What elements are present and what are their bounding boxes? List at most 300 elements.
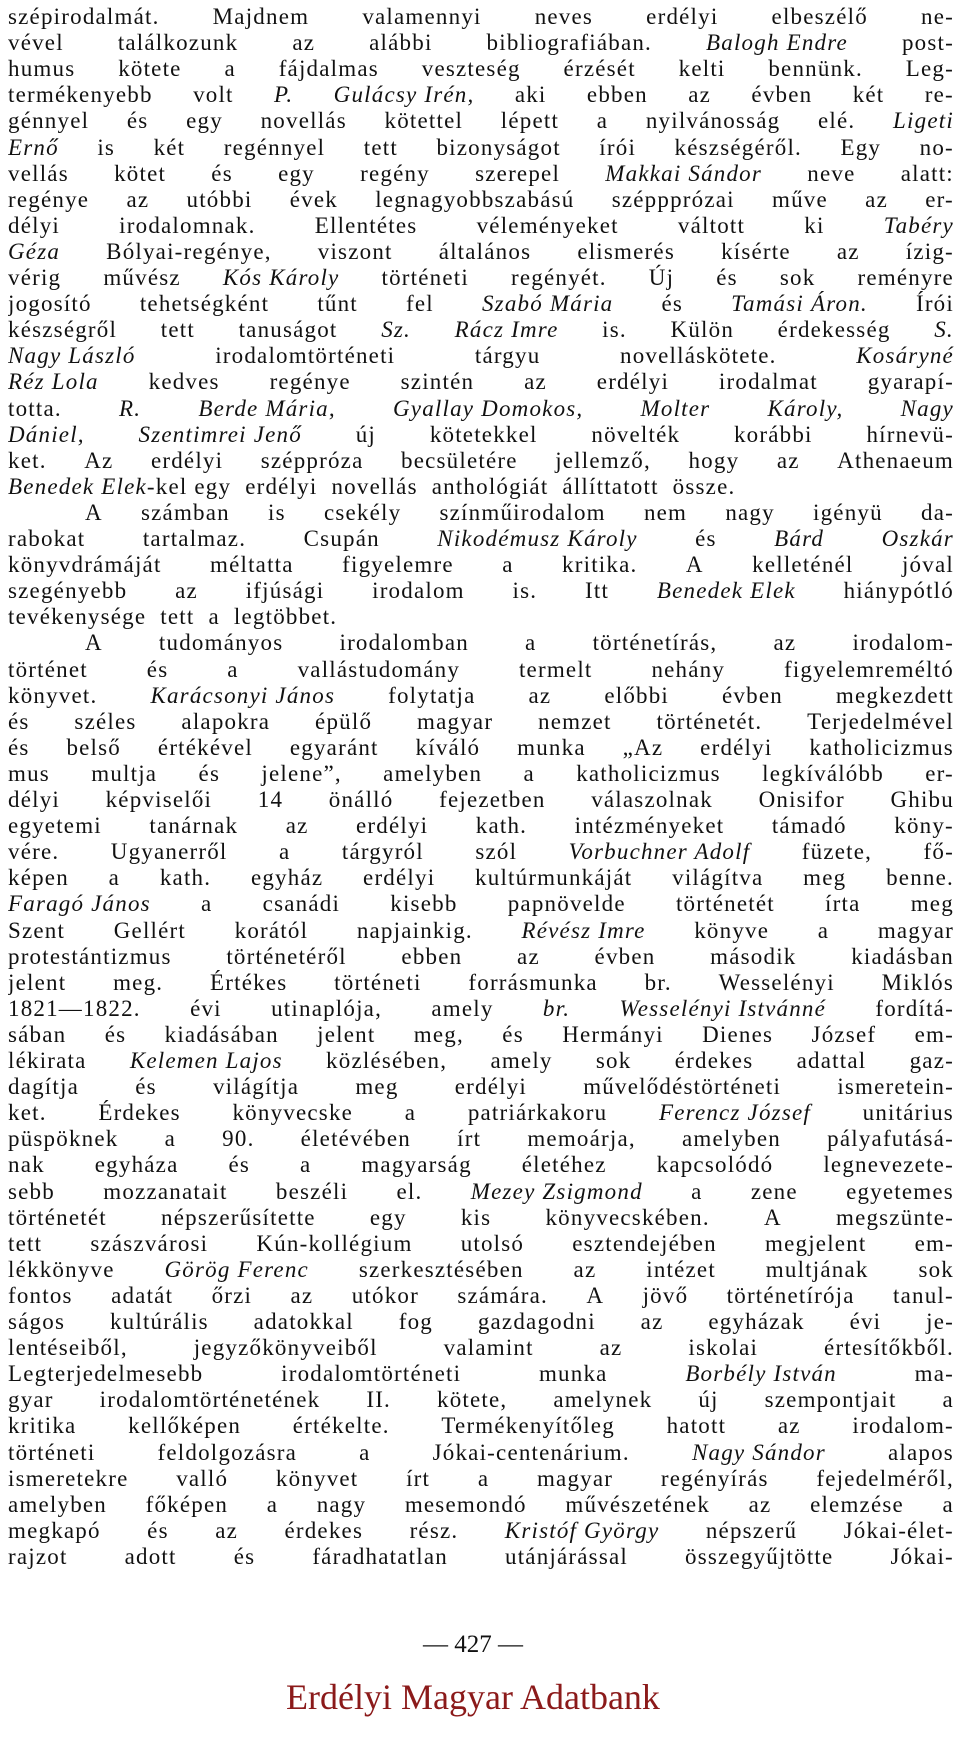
word: legkíválóbb [762, 760, 884, 786]
italic-name: Nagy [900, 395, 954, 421]
word: Athenaeum [837, 447, 954, 473]
word: szempontjait [764, 1387, 897, 1413]
word: termelt [518, 656, 593, 682]
word: történetéről [226, 943, 347, 969]
italic-name: Görög Ferenc [164, 1256, 309, 1282]
word: intézményeket [574, 813, 725, 839]
word: em- [914, 1230, 954, 1256]
text-line [8, 289, 954, 318]
word: történetírás, [592, 630, 718, 656]
word: a [201, 891, 213, 917]
word: Bólyai-regénye, [106, 238, 272, 264]
word: írói [599, 134, 637, 160]
word: az [773, 630, 797, 656]
word: megjelent [765, 1230, 867, 1256]
word: évi [190, 995, 222, 1021]
word: erdélyi [150, 447, 224, 473]
text-line [8, 628, 954, 657]
word: egy [369, 1204, 407, 1230]
text-line [8, 54, 954, 83]
italic-name: Ferencz József [658, 1100, 811, 1126]
word: hiánypótló [843, 578, 954, 604]
text-line [8, 1203, 954, 1232]
word: őrzi [211, 1282, 253, 1308]
italic-name: S. [934, 317, 954, 343]
italic-name: Oszkár [881, 526, 954, 551]
word: füzete, [801, 839, 873, 865]
word: alábbi [369, 30, 433, 56]
word: főképen [145, 1491, 229, 1517]
word: termékenyebb [8, 82, 153, 108]
word: utánjárással [505, 1543, 628, 1569]
word: fordítá- [875, 995, 954, 1021]
word: lépett [500, 108, 560, 134]
word: Értékes [210, 969, 288, 995]
word: adatokkal [253, 1309, 354, 1334]
word: kötete, [437, 1387, 508, 1413]
italic-name: Borbély István [685, 1361, 837, 1387]
word: adattal [796, 1048, 867, 1073]
word: érdekes [674, 1048, 754, 1073]
word: életévében [300, 1126, 411, 1152]
italic-name: Rácz Imre [454, 317, 559, 343]
word: egyházak [708, 1309, 805, 1334]
word: az [517, 943, 540, 969]
watermark-brand: Erdélyi Magyar Adatbank [286, 1677, 660, 1717]
word: kritika [8, 1413, 77, 1439]
italic-name: Tabéry [883, 212, 954, 238]
italic-name: Kelemen Lajos [129, 1048, 283, 1073]
word: erdélyi [245, 473, 318, 499]
word: mozzanatait [103, 1178, 228, 1204]
word: a [266, 1491, 279, 1517]
word: állíttatott [562, 473, 659, 499]
word: írt [406, 1465, 431, 1491]
italic-name: Ernő [8, 134, 59, 160]
word: Miklós [881, 969, 954, 995]
word: és [126, 108, 149, 134]
word: bennünk. [768, 56, 863, 82]
word: világítva [672, 865, 764, 891]
word: utókor [351, 1282, 419, 1308]
word: hatott [666, 1413, 727, 1439]
word: az [836, 238, 860, 264]
word: tehetségként [139, 291, 270, 317]
word: Az [84, 447, 114, 473]
word: fáradhatatlan [312, 1543, 448, 1569]
text-line [8, 446, 954, 475]
word: lentéseiből, [8, 1335, 128, 1361]
word: valló [176, 1465, 229, 1491]
word: pályafutásá- [827, 1126, 954, 1152]
word: dagítja [8, 1074, 79, 1100]
word: post- [901, 30, 954, 56]
text-line [8, 420, 954, 449]
word: történetét [675, 891, 775, 917]
word: gaz- [909, 1048, 954, 1073]
word: Dienes [702, 1021, 774, 1047]
word: A [85, 630, 103, 656]
word: irodalomtörténeti [215, 343, 396, 369]
word: a [208, 604, 220, 630]
word: amelynek [553, 1387, 653, 1413]
text-line [8, 916, 954, 945]
word: memoárja, [527, 1126, 636, 1152]
word: a [108, 865, 121, 891]
word: Leg- [905, 56, 954, 82]
text-line [8, 602, 954, 631]
word: erdélyi [454, 1074, 528, 1100]
word: Terjedelmével [807, 708, 954, 734]
word: ebben [586, 82, 648, 108]
word: megszünte- [835, 1204, 954, 1230]
word: totta. [8, 395, 62, 421]
word: regényét. [511, 265, 607, 290]
word: könyvecske [232, 1100, 354, 1126]
italic-name: Réz Lola [8, 369, 99, 395]
word: egyháza [94, 1152, 179, 1178]
word: készségéről. [674, 134, 802, 160]
word: köny- [894, 813, 954, 839]
word: előbbi [604, 682, 670, 708]
word: legnagyobbszabású [375, 186, 575, 212]
italic-name: Nagy Sándor [691, 1439, 826, 1465]
word: irodalomtörténetének [99, 1387, 321, 1413]
word: gazdagodni [477, 1309, 596, 1334]
word: színműirodalom [439, 499, 606, 525]
word: a [404, 1100, 417, 1126]
italic-name: Kós Károly [222, 265, 340, 290]
word: meg, [413, 1021, 464, 1047]
word: folytatja [388, 682, 476, 708]
word: két [852, 82, 885, 108]
word: er- [925, 760, 954, 786]
text-line [8, 994, 954, 1023]
word: ne- [921, 4, 954, 29]
word: történetét [8, 1204, 107, 1230]
text-line [8, 106, 954, 135]
word: A [685, 552, 704, 578]
word: és [228, 1152, 251, 1178]
word: szól [475, 839, 518, 865]
word: kelti [678, 56, 726, 82]
word: nagy [725, 499, 775, 525]
word: nagy [316, 1491, 367, 1517]
word: az [640, 1309, 664, 1334]
word: kiadásában [164, 1021, 279, 1047]
text-line [8, 2, 954, 31]
word: és [233, 1543, 256, 1569]
italic-name: Benedek Elek [656, 578, 796, 604]
word: Egy [840, 134, 882, 160]
word: Majdnem [212, 4, 310, 29]
word: méltatta [210, 552, 294, 578]
word: lékkönyve [8, 1256, 115, 1282]
italic-name: Nikodémusz Károly [437, 526, 638, 551]
word: Jókai-élet- [843, 1517, 954, 1543]
word: regénye [269, 369, 351, 395]
word: ifjúsági [245, 578, 325, 604]
word: tanuságot [238, 317, 338, 343]
text-line [8, 472, 954, 501]
word: válaszolnak [591, 787, 713, 812]
word: kötetekkel [429, 421, 538, 447]
text-line [8, 263, 954, 292]
word: protestántizmus [8, 943, 172, 969]
word: széppprózai [611, 186, 735, 212]
word: vérig [8, 265, 62, 290]
word: számban [140, 499, 230, 525]
text-line [8, 785, 954, 814]
word: jelene”, [261, 760, 342, 786]
word: Jókai- [890, 1543, 954, 1569]
word: amely [431, 995, 494, 1021]
word: az [524, 369, 547, 395]
word: becsületére [401, 447, 518, 473]
word: a [299, 1152, 312, 1178]
word: az [865, 186, 888, 212]
word: népszerűsítette [161, 1204, 316, 1230]
word: novellás [331, 473, 418, 499]
word: 14 [257, 787, 284, 812]
italic-name: Sz. [381, 317, 411, 343]
word: a [523, 760, 535, 786]
word: sok [595, 1048, 632, 1073]
word: humus [8, 56, 76, 82]
word: munka [517, 734, 586, 760]
word: egy [278, 160, 315, 186]
word: is. [512, 578, 538, 604]
word: kellőképen [128, 1413, 242, 1439]
word: képen [8, 865, 69, 891]
word: ki [804, 212, 825, 238]
word: a [224, 56, 236, 82]
word: jövő [642, 1282, 689, 1308]
text-line [8, 1385, 954, 1414]
word: nemzet [538, 708, 612, 734]
word: a [942, 1491, 954, 1517]
word: értékelte. [292, 1413, 390, 1439]
word: Ellentétes [314, 212, 418, 238]
word: kisebb [390, 891, 458, 917]
word: kiadásban [851, 943, 954, 969]
text-line [8, 1124, 954, 1153]
word: és [695, 526, 717, 551]
word: ismeretekre [8, 1465, 129, 1491]
text-line [8, 1333, 954, 1362]
word: tanárnak [149, 813, 239, 839]
word: mus [8, 760, 50, 786]
word: Wesselényi [718, 969, 835, 995]
word: egyház [250, 865, 324, 891]
word: ismeretein- [837, 1074, 954, 1100]
word: kis [460, 1204, 492, 1230]
text-line [8, 1072, 954, 1101]
word: utolsó [460, 1230, 525, 1256]
word: műve [772, 186, 828, 212]
word: amely [490, 1048, 553, 1073]
italic-name: R. [119, 395, 142, 421]
word: nak [8, 1152, 45, 1178]
word: irodalomtörténeti [281, 1361, 462, 1387]
italic-name: Kosáryné [856, 343, 954, 369]
word: alapos [888, 1439, 954, 1465]
word: József [811, 1021, 877, 1047]
word: könyvdrámáját [8, 552, 162, 578]
word: írt [457, 1126, 482, 1152]
word: és [8, 708, 30, 734]
text-line [8, 1516, 954, 1545]
word: regény [360, 160, 430, 186]
word: ket. [8, 447, 47, 473]
text-line [8, 1464, 954, 1493]
word: második [710, 943, 797, 969]
text-line [8, 211, 954, 240]
word: irodalom- [852, 1413, 954, 1439]
word: sában [8, 1021, 67, 1047]
word: művész [103, 265, 181, 290]
text-line [8, 968, 954, 997]
word: zene [750, 1178, 798, 1204]
word: II. [366, 1387, 392, 1413]
word: irodalom [372, 578, 465, 604]
word: Legterjedelmesebb [8, 1361, 204, 1387]
word: megkapó [8, 1517, 101, 1543]
word: évi [849, 1309, 882, 1334]
word: véleményeket [476, 212, 619, 238]
word: történet [8, 656, 88, 682]
word: a [227, 656, 239, 682]
text-line [8, 498, 954, 527]
word: rajzot [8, 1543, 68, 1569]
word: irodalom- [852, 630, 954, 656]
word: adatát [111, 1282, 174, 1308]
word: képviselői [105, 787, 213, 812]
word: készségről [8, 317, 118, 343]
word: fájdalmas [278, 56, 379, 82]
word: irodalomban [339, 630, 469, 656]
word: 90. [222, 1126, 255, 1152]
word: a [942, 1387, 954, 1413]
word: jelent [8, 969, 67, 995]
word: ságos [8, 1309, 66, 1334]
word: évben [594, 943, 656, 969]
word: érdekesség [777, 317, 891, 343]
word: neves [534, 4, 594, 29]
word: valamennyi [362, 4, 482, 29]
word: da- [921, 499, 954, 525]
italic-name: Berde Mária, [198, 395, 336, 421]
text-line [8, 1150, 954, 1179]
word: délyi [8, 212, 60, 238]
text-line [8, 576, 954, 605]
word: az [573, 1256, 597, 1282]
word: viszont [317, 238, 393, 264]
word: A [764, 1204, 782, 1230]
text-line [8, 1542, 954, 1571]
word: intézet [646, 1256, 716, 1282]
word: jóval [901, 552, 954, 578]
word: az [215, 1517, 239, 1543]
word: korábbi [733, 421, 813, 447]
italic-name: Nagy László [8, 343, 136, 369]
italic-name: Ligeti [893, 108, 954, 134]
word: amelyben [8, 1491, 108, 1517]
word: érzését [563, 56, 636, 82]
word: támadó [771, 813, 847, 839]
word: szintén [400, 369, 475, 395]
word: összegyűjtötte [685, 1543, 834, 1569]
text-line [8, 185, 954, 214]
word: feldolgozásra [157, 1439, 298, 1465]
italic-name: Wesselényi Istvánné [619, 995, 827, 1021]
word: az [748, 1491, 772, 1517]
word: szegényebb [8, 578, 128, 604]
word: legtöbbet. [233, 604, 338, 630]
word: tevékenysége [8, 604, 147, 630]
word: Ugyanerről [110, 839, 228, 865]
word: évben [751, 82, 813, 108]
word: értesítőkből. [824, 1335, 954, 1361]
word: és [502, 1021, 524, 1047]
word: találkozunk [117, 30, 239, 56]
word: kísérte [721, 238, 791, 264]
word: A [586, 1282, 605, 1308]
text-line [8, 133, 954, 162]
word: jogosító [8, 291, 92, 317]
text-line [8, 1490, 954, 1519]
word: unitárius [862, 1100, 954, 1126]
word: 1821—1822. [8, 995, 141, 1021]
word: évek [289, 186, 338, 212]
word: épülő [315, 708, 373, 734]
word: az [776, 447, 800, 473]
word: az [599, 1335, 623, 1361]
word: ma- [914, 1361, 954, 1387]
text-line [8, 863, 954, 892]
word: valamint [443, 1335, 534, 1361]
text-line [8, 889, 954, 918]
word: Külön [670, 317, 735, 343]
word: korától [234, 917, 309, 943]
word: elismerés [577, 238, 675, 264]
word: génnyel [8, 108, 90, 134]
word: elé. [818, 108, 856, 134]
word: tanul- [893, 1282, 954, 1308]
word: tett [160, 604, 195, 630]
word: multja [91, 760, 158, 786]
text-line [8, 1281, 954, 1310]
word: fontos [8, 1282, 73, 1308]
word: kötete [118, 56, 182, 82]
italic-name: Bárd [774, 526, 825, 551]
word: benne. [886, 865, 954, 891]
word: és [146, 656, 169, 682]
word: forrásmunka [468, 969, 598, 995]
word: történeti [381, 265, 469, 290]
word: és [8, 734, 30, 760]
word: anthológiát [431, 473, 549, 499]
italic-name: Balogh Endre [706, 30, 848, 56]
word: mesemondó [404, 1491, 527, 1517]
italic-name: Benedek Elek [8, 473, 147, 499]
italic-name: Károly, [767, 395, 844, 421]
word: az [175, 578, 198, 604]
word: erdélyi [363, 865, 436, 891]
text-line [8, 1438, 954, 1467]
word: fel [406, 291, 434, 317]
word: irodalomnak. [119, 212, 256, 238]
